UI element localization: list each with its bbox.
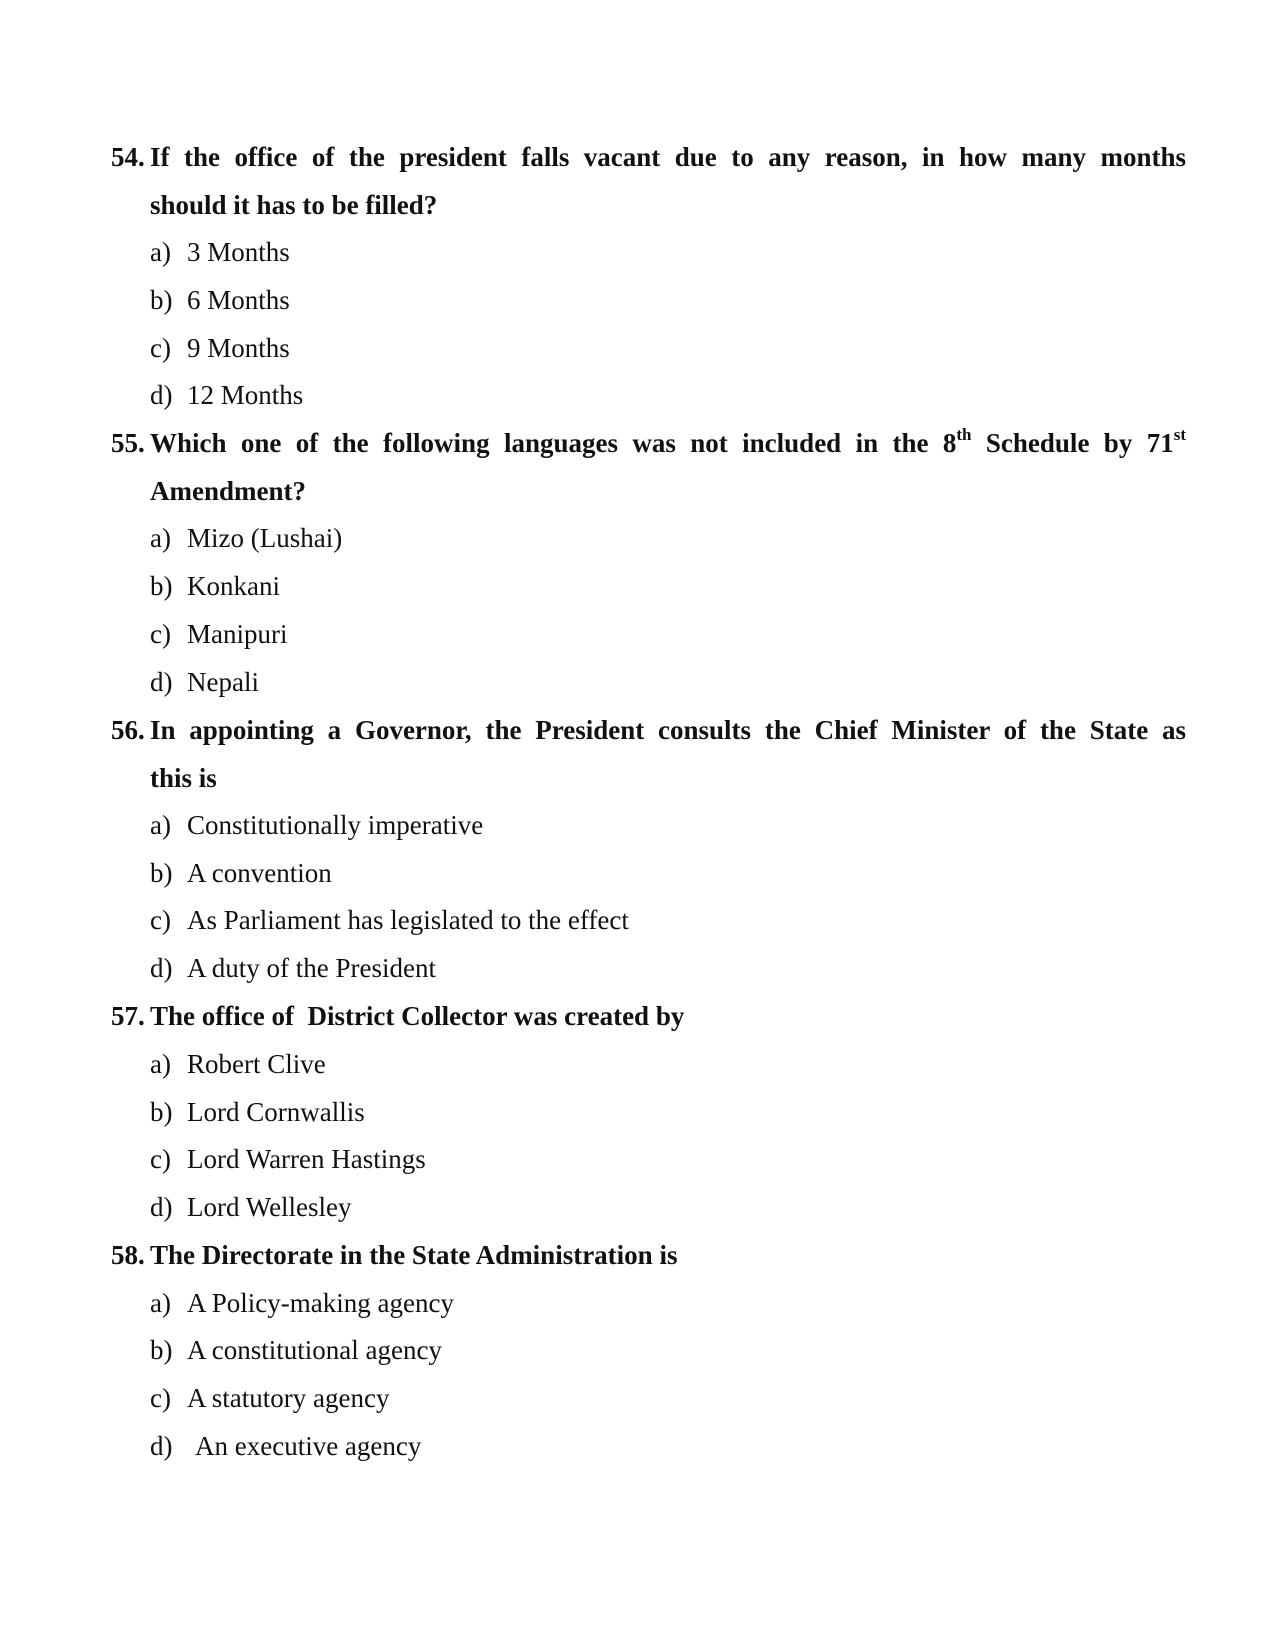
option-text: 12 Months bbox=[187, 380, 304, 410]
option-letter: d) bbox=[150, 1192, 173, 1222]
option-a bbox=[150, 236, 290, 268]
option-c bbox=[150, 332, 290, 364]
option-letter: a) bbox=[150, 1049, 171, 1079]
option-text: Lord Cornwallis bbox=[187, 1097, 365, 1127]
option-text: A constitutional agency bbox=[187, 1335, 442, 1365]
option-a bbox=[150, 1048, 326, 1080]
option-b bbox=[150, 284, 290, 316]
option-text: 3 Months bbox=[187, 237, 290, 267]
question-text-continued: Amendment? bbox=[150, 476, 306, 506]
option-text: A convention bbox=[187, 858, 332, 888]
option-text: 9 Months bbox=[187, 333, 290, 363]
option-text: A duty of the President bbox=[187, 953, 436, 983]
question-number: 55. bbox=[111, 428, 145, 458]
option-text: Konkani bbox=[187, 571, 280, 601]
option-letter: b) bbox=[150, 1335, 173, 1365]
option-b bbox=[150, 1334, 442, 1366]
option-text: Mizo (Lushai) bbox=[187, 523, 343, 553]
option-text: A statutory agency bbox=[187, 1383, 390, 1413]
option-letter: d) bbox=[150, 667, 173, 697]
option-text: Constitutionally imperative bbox=[187, 810, 484, 840]
option-c bbox=[150, 618, 288, 650]
question-text bbox=[150, 427, 1186, 459]
question-text: If the office of the president falls vacant due to any reason, in how many months bbox=[150, 142, 1186, 172]
option-b bbox=[150, 1096, 365, 1128]
option-letter: c) bbox=[150, 1144, 171, 1174]
superscript: th bbox=[956, 425, 972, 444]
question-text: The Directorate in the State Administration is bbox=[150, 1240, 678, 1270]
option-letter: d) bbox=[150, 953, 173, 983]
option-text: Lord Warren Hastings bbox=[187, 1144, 426, 1174]
option-letter: b) bbox=[150, 1097, 173, 1127]
option-d bbox=[150, 666, 259, 698]
question-text: The office of District Collector was created by bbox=[150, 1001, 685, 1031]
option-letter: c) bbox=[150, 1383, 171, 1413]
option-text: Lord Wellesley bbox=[187, 1192, 352, 1222]
option-text: Manipuri bbox=[187, 619, 288, 649]
option-letter: c) bbox=[150, 905, 171, 935]
option-text: As Parliament has legislated to the effect bbox=[187, 905, 629, 935]
option-letter: b) bbox=[150, 858, 173, 888]
option-letter: b) bbox=[150, 571, 173, 601]
option-c bbox=[150, 1143, 426, 1175]
question-text-part: Which one of the following languages was not included in the 8 bbox=[150, 428, 957, 458]
option-letter: a) bbox=[150, 1288, 171, 1318]
question-number: 57. bbox=[111, 1001, 145, 1031]
option-letter: b) bbox=[150, 285, 173, 315]
option-d bbox=[150, 952, 436, 984]
option-b bbox=[150, 570, 280, 602]
option-a bbox=[150, 1287, 454, 1319]
option-letter: a) bbox=[150, 523, 171, 553]
option-text: A Policy-making agency bbox=[187, 1288, 454, 1318]
option-b bbox=[150, 857, 332, 889]
option-text: Nepali bbox=[187, 667, 259, 697]
option-letter: a) bbox=[150, 237, 171, 267]
option-d bbox=[150, 1430, 421, 1462]
question-text: In appointing a Governor, the President consults the Chief Minister of the State as bbox=[150, 715, 1186, 745]
question-number: 56. bbox=[111, 715, 145, 745]
option-c bbox=[150, 1382, 389, 1414]
option-text: An executive agency bbox=[195, 1431, 422, 1461]
option-a bbox=[150, 522, 342, 554]
option-letter: d) bbox=[150, 1431, 173, 1461]
question-text-continued: should it has to be filled? bbox=[150, 190, 438, 220]
option-a bbox=[150, 809, 483, 841]
question-text-continued: this is bbox=[150, 763, 217, 793]
option-letter: a) bbox=[150, 810, 171, 840]
option-text: Robert Clive bbox=[187, 1049, 326, 1079]
option-text: 6 Months bbox=[187, 285, 290, 315]
option-letter: c) bbox=[150, 619, 171, 649]
option-d bbox=[150, 379, 303, 411]
option-c bbox=[150, 904, 629, 936]
option-letter: d) bbox=[150, 380, 173, 410]
question-number: 58. bbox=[111, 1240, 145, 1270]
question-text-part: Schedule by 71 bbox=[971, 428, 1174, 458]
option-d bbox=[150, 1191, 352, 1223]
superscript: st bbox=[1173, 425, 1186, 444]
option-letter: c) bbox=[150, 333, 171, 363]
question-number: 54. bbox=[111, 142, 145, 172]
